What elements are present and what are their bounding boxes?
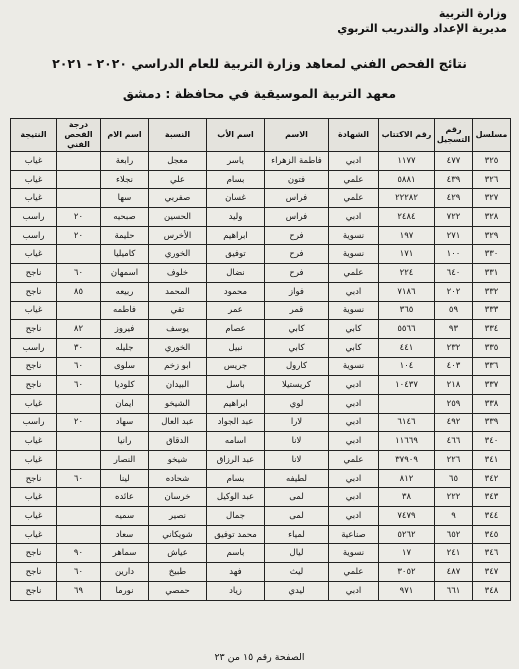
table-cell: غياب (11, 245, 57, 264)
table-cell: بسام (207, 469, 265, 488)
table-cell: فيروز (101, 320, 149, 339)
table-cell: ٣٤٣ (473, 488, 511, 507)
table-cell: لمياء (265, 525, 329, 544)
table-cell: حليمة (101, 226, 149, 245)
table-cell: ٣٣٧ (473, 376, 511, 395)
table-cell: بسام (207, 170, 265, 189)
table-cell: ٦٤٠ (435, 264, 473, 283)
table-row (11, 245, 511, 264)
table-cell: ٣٤٦ (473, 544, 511, 563)
table-cell: الخوري (149, 338, 207, 357)
table-cell: ٣٢٨ (473, 208, 511, 227)
table-cell: سميه (101, 507, 149, 526)
table-cell: غياب (11, 152, 57, 171)
table-row (11, 432, 511, 451)
table-cell: ٥٩ (435, 301, 473, 320)
table-cell: ٧١٨٦ (379, 282, 435, 301)
table-cell: ٣٤٥ (473, 525, 511, 544)
table-row (11, 544, 511, 563)
table-cell: نسوية (329, 301, 379, 320)
table-cell: كاميليا (101, 245, 149, 264)
table-cell: ادبي (329, 208, 379, 227)
table-cell: فهد (207, 563, 265, 582)
table-row (11, 301, 511, 320)
table-cell: الشيخو (149, 394, 207, 413)
table-cell: ادبي (329, 152, 379, 171)
table-cell: علمي (329, 170, 379, 189)
table-cell: ٦٦١ (435, 581, 473, 600)
table-cell: ادبي (329, 507, 379, 526)
table-cell: ابراهيم (207, 394, 265, 413)
table-cell: ٩٣ (435, 320, 473, 339)
table-cell: ليدي (265, 581, 329, 600)
table-cell: الأخرس (149, 226, 207, 245)
table-cell (57, 170, 101, 189)
table-cell: وليد (207, 208, 265, 227)
table-cell: ٣٢٦ (473, 170, 511, 189)
table-cell: نضال (207, 264, 265, 283)
table-cell: تقي (149, 301, 207, 320)
table-cell: ١٠٤ (379, 357, 435, 376)
table-cell: ادبي (329, 432, 379, 451)
column-header: الشهادة (329, 119, 379, 152)
table-cell: كابي (329, 338, 379, 357)
table-cell: ٦٠ (57, 376, 101, 395)
document-title: نتائج الفحص الفني لمعاهد وزارة التربية للعام الدراسي ٢٠٢٠ - ٢٠٢١ (52, 56, 467, 71)
table-row (11, 226, 511, 245)
table-cell: كابي (265, 320, 329, 339)
table-cell: ٣٢٩ (473, 226, 511, 245)
table-cell: اسمهان (101, 264, 149, 283)
table-cell: ١٧١ (379, 245, 435, 264)
table-cell: الخوري (149, 245, 207, 264)
table-cell: سهاد (101, 413, 149, 432)
table-cell: ٦٠ (57, 563, 101, 582)
table-cell: البيدان (149, 376, 207, 395)
table-cell: غياب (11, 507, 57, 526)
table-cell: لوي (265, 394, 329, 413)
table-cell (379, 394, 435, 413)
table-cell: فواز (265, 282, 329, 301)
table-cell: الدقاق (149, 432, 207, 451)
table-cell: ايمان (101, 394, 149, 413)
table-cell: ناجح (11, 581, 57, 600)
table-cell: طبيخ (149, 563, 207, 582)
table-cell: جمال (207, 507, 265, 526)
table-cell: ادبي (329, 413, 379, 432)
table-cell: فرح (265, 245, 329, 264)
column-header: مسلسل (473, 119, 511, 152)
table-cell: ٣٣٢ (473, 282, 511, 301)
table-cell: محمد توفيق (207, 525, 265, 544)
table-cell: سها (101, 189, 149, 208)
table-cell: دارين (101, 563, 149, 582)
table-cell: لانا (265, 451, 329, 470)
table-row (11, 469, 511, 488)
table-cell (57, 301, 101, 320)
table-row (11, 338, 511, 357)
table-cell: نسوية (329, 544, 379, 563)
table-cell: غياب (11, 451, 57, 470)
table-cell: ٨٥ (57, 282, 101, 301)
table-cell: ٦٥ (435, 469, 473, 488)
table-cell: ٢٢٢٨٢ (379, 189, 435, 208)
table-cell: سلوى (101, 357, 149, 376)
table-row (11, 320, 511, 339)
table-cell: ١١٦٦٩ (379, 432, 435, 451)
table-cell: ٣٦٥ (379, 301, 435, 320)
column-header: رقم التسجيل (435, 119, 473, 152)
table-row (11, 525, 511, 544)
table-cell: علمي (329, 264, 379, 283)
table-cell (57, 394, 101, 413)
table-cell: ٤٧٧ (435, 152, 473, 171)
table-cell: عائده (101, 488, 149, 507)
table-cell: يوسف (149, 320, 207, 339)
table-cell: صناعية (329, 525, 379, 544)
table-row (11, 357, 511, 376)
table-cell: ٣٣٦ (473, 357, 511, 376)
table-cell: ٢٤٨٤ (379, 208, 435, 227)
table-cell: غياب (11, 394, 57, 413)
table-cell: صفربي (149, 189, 207, 208)
ministry-header (337, 6, 507, 36)
table-cell: ٧٤٧٩ (379, 507, 435, 526)
table-cell: ٢٠ (57, 413, 101, 432)
table-cell: علي (149, 170, 207, 189)
table-cell: ٣٧٩٠٩ (379, 451, 435, 470)
table-cell: ادبي (329, 394, 379, 413)
table-cell: اسامه (207, 432, 265, 451)
table-cell (57, 189, 101, 208)
table-row (11, 581, 511, 600)
table-cell: خلوف (149, 264, 207, 283)
table-cell: ٦٥٢ (435, 525, 473, 544)
table-cell: فرح (265, 226, 329, 245)
table-cell: ١٩٧ (379, 226, 435, 245)
table-cell (57, 525, 101, 544)
table-cell: فرح (265, 264, 329, 283)
table-cell: غياب (11, 525, 57, 544)
table-cell: راسب (11, 338, 57, 357)
table-cell: ٢١٨ (435, 376, 473, 395)
table-row (11, 170, 511, 189)
table-cell: نورما (101, 581, 149, 600)
table-cell: فاطمة الزهراء (265, 152, 329, 171)
table-cell: كريستيلا (265, 376, 329, 395)
column-header: اسم الأب (207, 119, 265, 152)
column-header: اسم الام (101, 119, 149, 152)
table-cell: ٢٢٢ (435, 488, 473, 507)
table-cell: علمي (329, 563, 379, 582)
table-cell: علمي (329, 189, 379, 208)
table-cell: رانيا (101, 432, 149, 451)
table-cell: ٣٣٤ (473, 320, 511, 339)
table-cell: لمى (265, 507, 329, 526)
table-cell: ٣٣٩ (473, 413, 511, 432)
table-cell: ادبي (329, 488, 379, 507)
table-cell: ٩٠ (57, 544, 101, 563)
table-cell: ٤٠٣ (435, 357, 473, 376)
table-cell: ١٠٤٣٧ (379, 376, 435, 395)
table-cell: عبد الوكيل (207, 488, 265, 507)
table-cell: توفيق (207, 245, 265, 264)
table-cell: علمي (329, 451, 379, 470)
table-header (11, 119, 511, 152)
table-cell: ٤٤١ (379, 338, 435, 357)
table-cell: شويكاني (149, 525, 207, 544)
column-header: رقم الاكتتاب (379, 119, 435, 152)
table-cell: ٤٨٧ (435, 563, 473, 582)
table-cell: ٤٦٦ (435, 432, 473, 451)
table-cell: ٦٠ (57, 469, 101, 488)
table-cell: ربيعه (101, 282, 149, 301)
table-row (11, 152, 511, 171)
table-cell: ٣٤٨ (473, 581, 511, 600)
table-cell: لطيفه (265, 469, 329, 488)
table-cell: ١٧ (379, 544, 435, 563)
table-cell (57, 488, 101, 507)
table-cell: ٣٣٥ (473, 338, 511, 357)
table-cell: قمر (265, 301, 329, 320)
table-cell: خرسان (149, 488, 207, 507)
table-cell: فاطمه (101, 301, 149, 320)
table-cell: جليله (101, 338, 149, 357)
table-cell: شحاده (149, 469, 207, 488)
table-cell: ٢٠ (57, 226, 101, 245)
table-cell: ٣٤٠ (473, 432, 511, 451)
table-cell: صبحيه (101, 208, 149, 227)
table-cell (57, 507, 101, 526)
table-cell: ٣٤٧ (473, 563, 511, 582)
table-cell: ٢٢٤ (379, 264, 435, 283)
column-header: درجة الفحص الفني (57, 119, 101, 152)
table-cell: ناجح (11, 376, 57, 395)
table-cell: ٥٨٨١ (379, 170, 435, 189)
table-cell: الحسين (149, 208, 207, 227)
table-cell: شيخو (149, 451, 207, 470)
table-cell: ادبي (329, 469, 379, 488)
table-cell: جريس (207, 357, 265, 376)
table-cell: غياب (11, 170, 57, 189)
table-cell: غياب (11, 488, 57, 507)
table-cell: ٣٨ (379, 488, 435, 507)
table-cell: ٧٢٢ (435, 208, 473, 227)
table-cell: نصير (149, 507, 207, 526)
table-cell: ليال (265, 544, 329, 563)
table-cell: ٤٩٢ (435, 413, 473, 432)
table-cell: راسب (11, 226, 57, 245)
table-cell: كابي (265, 338, 329, 357)
table-cell: ٦٩ (57, 581, 101, 600)
table-cell: ناجح (11, 469, 57, 488)
table-cell: عبد الرزاق (207, 451, 265, 470)
table-cell: فتون (265, 170, 329, 189)
table-cell: المحمد (149, 282, 207, 301)
table-row (11, 413, 511, 432)
table-cell: غياب (11, 189, 57, 208)
table-cell: ادبي (329, 581, 379, 600)
page-footer: الصفحة رقم ١٥ من ٢٣ (214, 652, 305, 663)
table-cell: ٢٠٢ (435, 282, 473, 301)
table-cell: نجلاء (101, 170, 149, 189)
table-cell: ٩ (435, 507, 473, 526)
table-cell: ناجح (11, 320, 57, 339)
table-cell: ناجح (11, 544, 57, 563)
table-cell: غياب (11, 301, 57, 320)
table-cell: ٢٥٩ (435, 394, 473, 413)
table-cell: ليث (265, 563, 329, 582)
table-cell: ٥٥٦٦ (379, 320, 435, 339)
table-cell: كابي (329, 320, 379, 339)
table-cell: ٣٤٤ (473, 507, 511, 526)
table-cell: نسوية (329, 245, 379, 264)
table-row (11, 264, 511, 283)
table-cell: ادبي (329, 282, 379, 301)
table-row (11, 394, 511, 413)
table-cell: ياسر (207, 152, 265, 171)
table-cell: ٦٠ (57, 357, 101, 376)
table-cell: زياد (207, 581, 265, 600)
table-cell: ٨٢ (57, 320, 101, 339)
table-cell: راسب (11, 413, 57, 432)
table-cell: نسوية (329, 357, 379, 376)
table-cell: ٢٧١ (435, 226, 473, 245)
table-row (11, 376, 511, 395)
table-cell: ٣٢٧ (473, 189, 511, 208)
table-cell: ٦١٤٦ (379, 413, 435, 432)
table-cell: ناجح (11, 563, 57, 582)
table-cell: محمود (207, 282, 265, 301)
table-cell: فراس (265, 208, 329, 227)
table-cell: ٨١٢ (379, 469, 435, 488)
table-cell: باسم (207, 544, 265, 563)
table-cell: عبد العال (149, 413, 207, 432)
table-cell: ناجح (11, 282, 57, 301)
table-cell: ٣٣٨ (473, 394, 511, 413)
table-cell: ٣٤١ (473, 451, 511, 470)
table-cell: ٣٢٥ (473, 152, 511, 171)
table-row (11, 563, 511, 582)
table-cell: ٢٠ (57, 208, 101, 227)
table-cell: ٣٣٣ (473, 301, 511, 320)
table-cell: ٤٢٩ (435, 189, 473, 208)
table-cell: ادبي (329, 376, 379, 395)
table-cell: كارول (265, 357, 329, 376)
table-cell: غسان (207, 189, 265, 208)
table-cell: ٣٠ (57, 338, 101, 357)
table-cell: ٤٣٩ (435, 170, 473, 189)
table-cell: ٦٠ (57, 264, 101, 283)
table-cell: عمر (207, 301, 265, 320)
table-row (11, 282, 511, 301)
table-cell: نسوية (329, 226, 379, 245)
table-cell: ناجح (11, 264, 57, 283)
table-cell: غياب (11, 432, 57, 451)
table-cell: ابراهيم (207, 226, 265, 245)
table-cell: ٢٣٢ (435, 338, 473, 357)
table-row (11, 208, 511, 227)
table-row (11, 189, 511, 208)
table-cell: معجل (149, 152, 207, 171)
table-cell: عصام (207, 320, 265, 339)
table-cell: ٣٣١ (473, 264, 511, 283)
table-cell (57, 245, 101, 264)
table-cell: حمصي (149, 581, 207, 600)
table-cell: لينا (101, 469, 149, 488)
directorate-name: مديرية الإعداد والتدريب التربوي (337, 22, 507, 35)
table-cell (57, 451, 101, 470)
table-cell: ٥٢٦٢ (379, 525, 435, 544)
table-cell (57, 432, 101, 451)
table-cell: ٢٤١ (435, 544, 473, 563)
table-row (11, 488, 511, 507)
table-cell: فراس (265, 189, 329, 208)
table-cell: ٩٧١ (379, 581, 435, 600)
table-cell: سعاد (101, 525, 149, 544)
table-cell: ١٠٠ (435, 245, 473, 264)
table-row (11, 507, 511, 526)
table-cell: ٣٠٥٢ (379, 563, 435, 582)
table-cell: ٣٣٠ (473, 245, 511, 264)
ministry-name: وزارة التربية (438, 7, 507, 20)
document-subtitle: معهد التربية الموسيقية في محافظة : دمشق (122, 86, 397, 101)
table-body (11, 152, 511, 601)
table-cell: النصار (101, 451, 149, 470)
column-header: الاسم (265, 119, 329, 152)
table-row (11, 451, 511, 470)
table-cell: كلوديا (101, 376, 149, 395)
table-cell: رابعة (101, 152, 149, 171)
table-cell: ناجح (11, 357, 57, 376)
column-header: النسبة (149, 119, 207, 152)
table-cell: ابو زخم (149, 357, 207, 376)
table-cell: عياش (149, 544, 207, 563)
results-table (10, 118, 511, 601)
table-cell: عبد الجواد (207, 413, 265, 432)
table-cell: لارا (265, 413, 329, 432)
table-cell: ١١٧٧ (379, 152, 435, 171)
table-cell: باسل (207, 376, 265, 395)
table-cell: ٣٤٢ (473, 469, 511, 488)
table-cell (57, 152, 101, 171)
table-cell: سماهر (101, 544, 149, 563)
table-cell: راسب (11, 208, 57, 227)
column-header: النتيجة (11, 119, 57, 152)
table-cell: لمى (265, 488, 329, 507)
table-cell: نبيل (207, 338, 265, 357)
table-cell: ٢٢٦ (435, 451, 473, 470)
table-cell: لانا (265, 432, 329, 451)
